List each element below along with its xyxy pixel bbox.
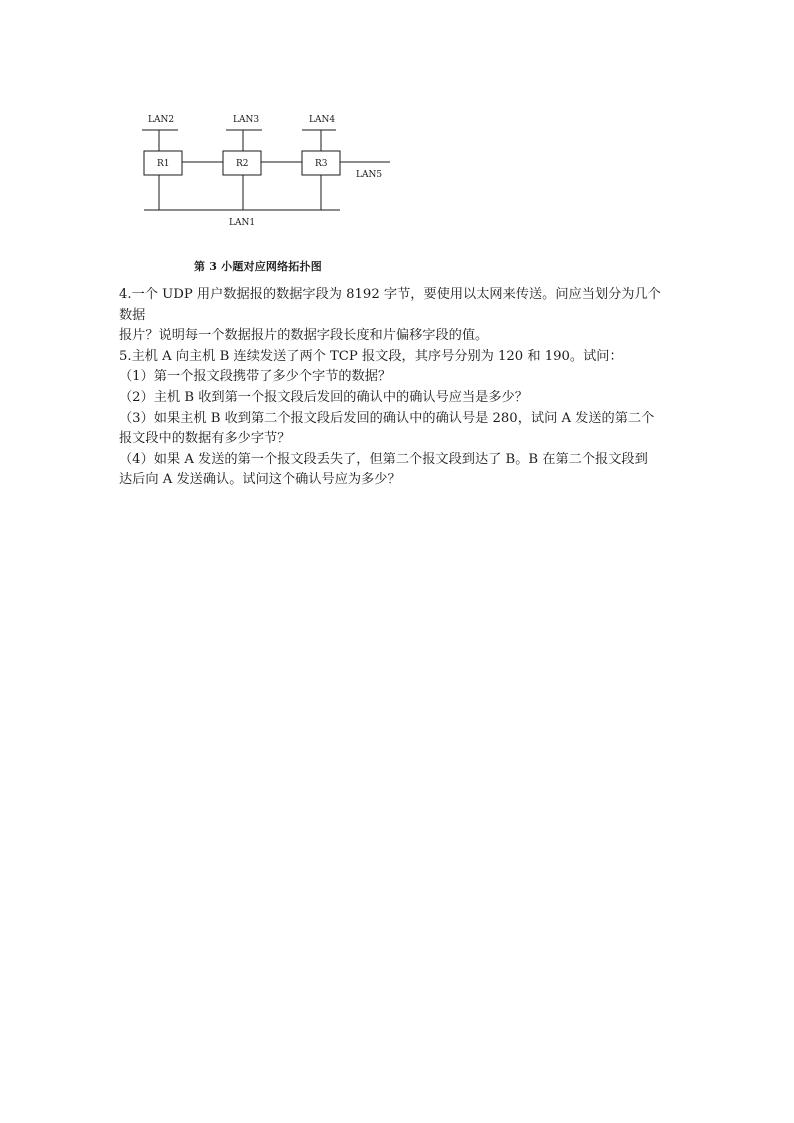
- q4-line-1: 4.一个 UDP 用户数据报的数据字段为 8192 字节，要使用以太网来传送。问应当划分为几个: [119, 287, 661, 302]
- q5-sub-1: （1）第一个报文段携带了多少个字节的数据？: [119, 369, 392, 385]
- q5-sub-4-line-2: 达后向 A 发送确认。试问这个确认号应为多少？: [119, 472, 401, 488]
- q5-sub-3-line-1: （3）如果主机 B 收到第二个报文段后发回的确认中的确认号是 280，试问 A 发送的第二个: [119, 410, 655, 426]
- network-topology-svg: [130, 106, 410, 236]
- label-lan5: LAN5: [356, 170, 383, 180]
- label-r3: R3: [315, 159, 328, 169]
- q5-sub-4-line-1: （4）如果 A 发送的第一个报文段丢失了，但第二个报文段到达了 B。B 在第二个报文段到: [119, 451, 648, 467]
- label-r1: R1: [157, 159, 170, 169]
- label-r2: R2: [236, 159, 249, 169]
- questions-section: [119, 285, 679, 491]
- label-lan3: LAN3: [233, 115, 260, 125]
- q4-line-2: 数据: [119, 307, 146, 323]
- q5-sub-3-line-2: 报文段中的数据有多少字节？: [119, 431, 291, 447]
- label-lan4: LAN4: [309, 115, 336, 125]
- q5-sub-2: （2）主机 B 收到第一个报文段后发回的确认中的确认号应当是多少？: [119, 389, 528, 405]
- figure-caption: 第 3 小题对应网络拓扑图: [194, 260, 322, 273]
- q4-line-3: 报片？说明每一个数据报片的数据字段长度和片偏移字段的值。: [119, 328, 489, 344]
- q5-intro: 5.主机 A 向主机 B 连续发送了两个 TCP 报文段，其序号分别为 120 和 190。试问：: [119, 348, 623, 364]
- label-lan2: LAN2: [148, 115, 175, 125]
- network-topology-diagram: [130, 106, 410, 236]
- label-lan1: LAN1: [229, 218, 256, 228]
